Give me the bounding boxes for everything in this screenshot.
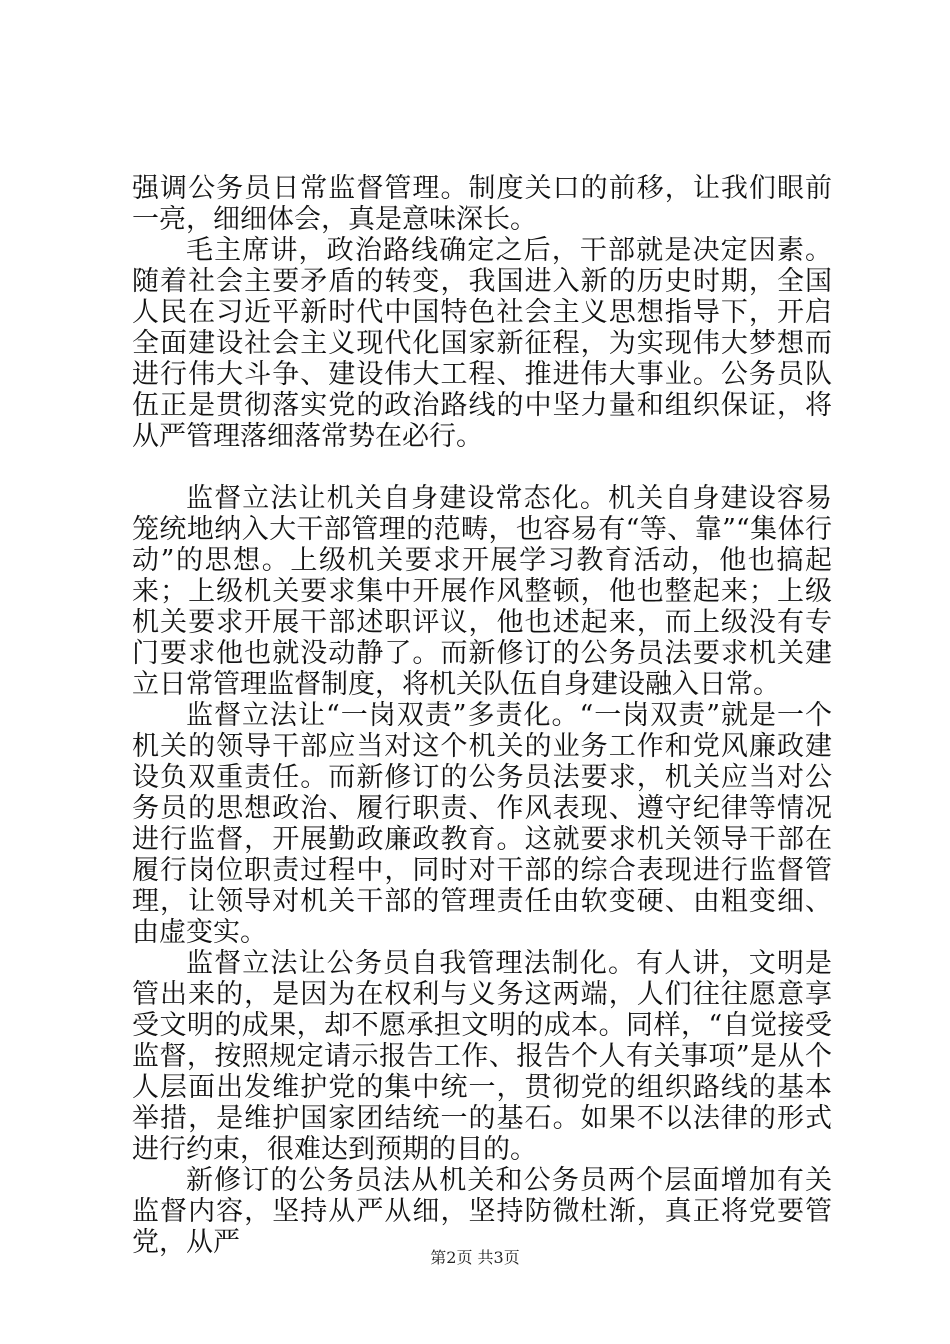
paragraph-one-post-two-duties: 监督立法让“一岗双责”多责化。“一岗双责”就是一个机关的领导干部应当对这个机关的业务工作和党风廉政建设负双重责任。而新修订的公务员法要求，机关应当对公务员的思想政治、履行职责、作风表现、遵守纪律等情况进行监督，开展勤政廉政教育。这就要求机关领导干部在履行岗位职责过程中，同时对干部的综合表现进行监督管理，让领导对机关干部的管理责任由软变硬、由粗变细、由虚变实。	[132, 700, 832, 948]
page-footer: 第2页 共3页	[430, 1248, 520, 1267]
document-body	[132, 173, 832, 1258]
paragraph-new-law-summary: 新修订的公务员法从机关和公务员两个层面增加有关监督内容，坚持从严从细，坚持防微杜渐，真正将党要管党，从严	[132, 1165, 832, 1258]
paragraph-self-management: 监督立法让公务员自我管理法制化。有人讲，文明是管出来的，是因为在权利与义务这两端，人们往往愿意享受文明的成果，却不愿承担文明的成本。同样，“自觉接受监督，按照规定请示报告工作、报告个人有关事项”是从个人层面出发维护党的集中统一，贯彻党的组织路线的基本举措，是维护国家团结统一的基石。如果不以法律的形式进行约束，很难达到预期的目的。	[132, 948, 832, 1165]
paragraph-organ-self-building: 监督立法让机关自身建设常态化。机关自身建设容易笼统地纳入大干部管理的范畴，也容易有“等、靠”“集体行动”的思想。上级机关要求开展学习教育活动，他也搞起来；上级机关要求集中开展作风整顿，他也整起来；上级机关要求开展干部述职评议，他也述起来，而上级没有专门要求他也就没动静了。而新修订的公务员法要求机关建立日常管理监督制度，将机关队伍自身建设融入日常。	[132, 483, 832, 700]
paragraph-continuation: 强调公务员日常监督管理。制度关口的前移，让我们眼前一亮，细细体会，真是意味深长。	[132, 173, 832, 235]
paragraph-political-line: 毛主席讲，政治路线确定之后，干部就是决定因素。随着社会主要矛盾的转变，我国进入新的历史时期，全国人民在习近平新时代中国特色社会主义思想指导下，开启全面建设社会主义现代化国家新征程，为实现伟大梦想而进行伟大斗争、建设伟大工程、推进伟大事业。公务员队伍正是贯彻落实党的政治路线的中坚力量和组织保证，将从严管理落细落常势在必行。	[132, 235, 832, 452]
